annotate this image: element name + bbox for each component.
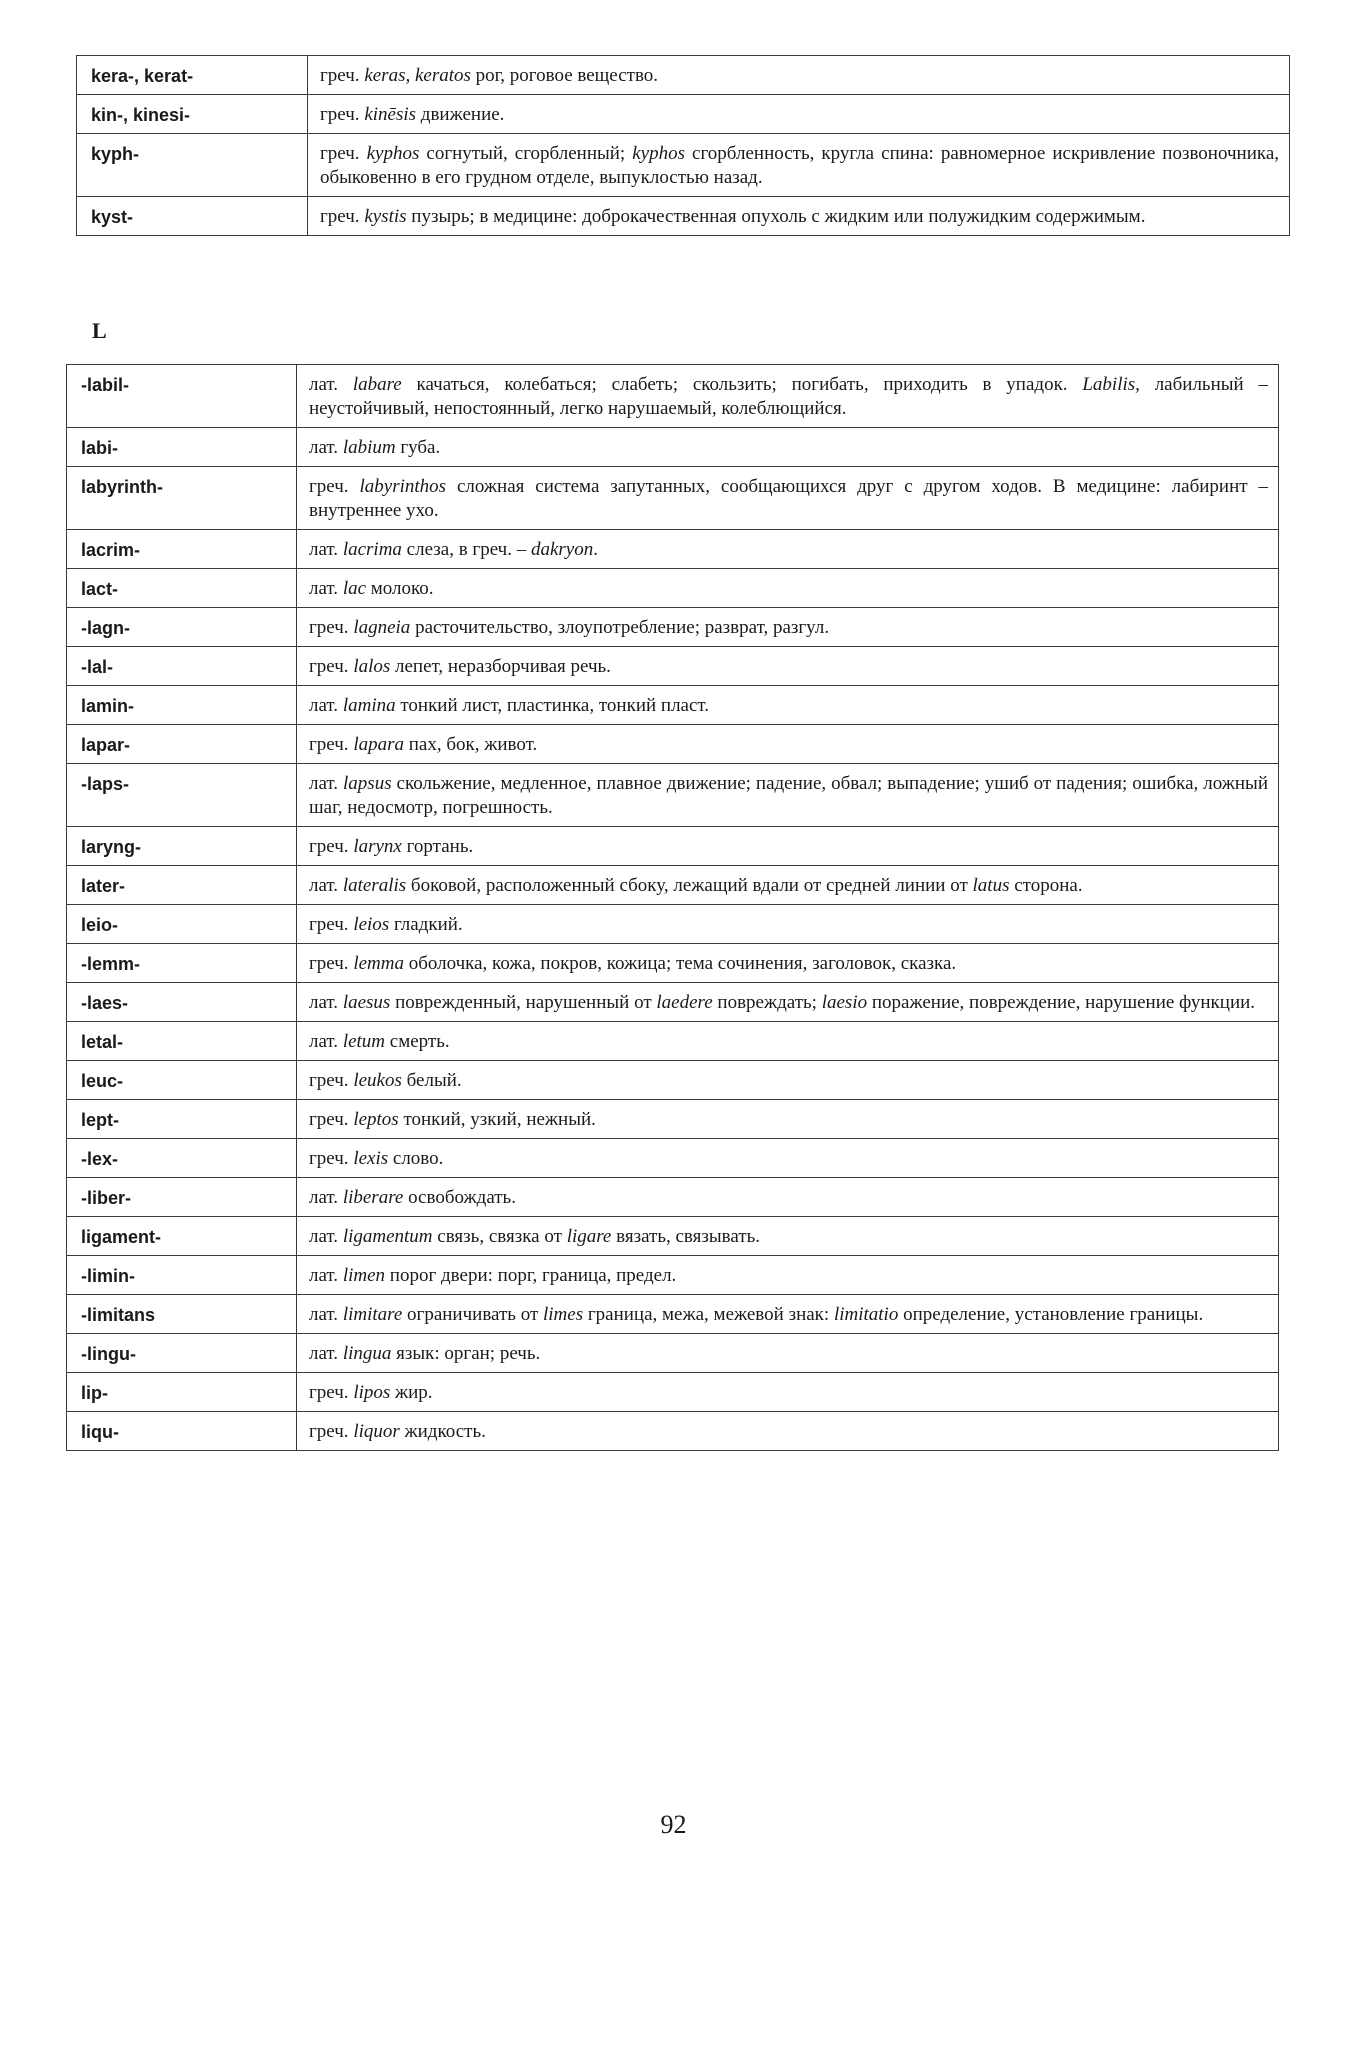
definition-text: лат. — [309, 578, 343, 599]
definition-text: сторона. — [1009, 875, 1083, 896]
source-word: lipos — [353, 1382, 391, 1403]
definition-text: губа. — [395, 437, 441, 458]
definition-text: тонкий, узкий, нежный. — [398, 1109, 596, 1130]
table-row — [67, 1295, 1279, 1334]
table-row — [77, 197, 1290, 236]
table-row — [67, 428, 1279, 467]
source-word: lateralis — [342, 875, 407, 896]
term-cell: -lingu- — [67, 1334, 297, 1373]
definition-cell — [297, 764, 1279, 827]
definition-cell — [297, 725, 1279, 764]
definition-text: лат. — [309, 1226, 343, 1247]
definition-text: скольжение, медленное, плавное движение; падение, обвал; выпадение; ушиб от падения; ошибка, ложный шаг, недосмотр, погрешность. — [309, 773, 1268, 818]
definition-text: смерть. — [385, 1031, 450, 1052]
definition-text: лат. — [309, 875, 343, 896]
source-word: leios — [353, 914, 390, 935]
table-body-l — [67, 365, 1279, 1451]
definition-text: пах, бок, живот. — [404, 734, 538, 755]
source-word: laedere — [656, 992, 713, 1013]
definition-text: . — [593, 539, 598, 560]
source-word: labium — [342, 437, 396, 458]
source-word: keras, keratos — [364, 65, 471, 86]
table-row — [67, 725, 1279, 764]
term-cell: lamin- — [67, 686, 297, 725]
term-cell: -laes- — [67, 983, 297, 1022]
dictionary-table-l — [66, 364, 1279, 1451]
definition-text: жидкость. — [399, 1421, 486, 1442]
source-word: lalos — [353, 656, 391, 677]
table-row — [67, 827, 1279, 866]
definition-text: слово. — [388, 1148, 444, 1169]
table-row — [67, 905, 1279, 944]
definition-text: движение. — [416, 104, 505, 125]
definition-cell — [297, 467, 1279, 530]
source-word: laesus — [342, 992, 391, 1013]
term-cell: liqu- — [67, 1412, 297, 1451]
source-word: leukos — [353, 1070, 402, 1091]
source-word: lac — [342, 578, 367, 599]
term-cell: lapar- — [67, 725, 297, 764]
term-cell: -lemm- — [67, 944, 297, 983]
definition-cell — [297, 905, 1279, 944]
term-cell: -limin- — [67, 1256, 297, 1295]
definition-text: лат. — [309, 1187, 343, 1208]
definition-cell — [297, 1178, 1279, 1217]
table-row — [77, 134, 1290, 197]
definition-text: оболочка, кожа, покров, кожица; тема сочинения, заголовок, сказка. — [403, 953, 957, 974]
term-cell: labyrinth- — [67, 467, 297, 530]
table-row — [67, 1178, 1279, 1217]
definition-text: лепет, неразборчивая речь. — [390, 656, 611, 677]
definition-cell — [297, 365, 1279, 428]
definition-text: освобождать. — [403, 1187, 516, 1208]
source-word: liberare — [342, 1187, 404, 1208]
definition-cell — [297, 428, 1279, 467]
definition-cell — [297, 1373, 1279, 1412]
term-cell: ligament- — [67, 1217, 297, 1256]
definition-text: греч. — [320, 65, 365, 86]
definition-cell — [297, 1295, 1279, 1334]
table-row — [67, 1412, 1279, 1451]
definition-cell — [297, 1256, 1279, 1295]
term-cell: kera-, kerat- — [77, 56, 308, 95]
source-word: laesio — [821, 992, 868, 1013]
source-word: Labilis, — [1082, 374, 1140, 395]
definition-text: согнутый, сгорбленный; — [419, 143, 633, 164]
source-word: ligare — [566, 1226, 612, 1247]
definition-cell — [297, 1412, 1279, 1451]
term-cell: -labil- — [67, 365, 297, 428]
definition-text: лат. — [309, 1265, 343, 1286]
source-word: lexis — [353, 1148, 389, 1169]
definition-cell — [297, 686, 1279, 725]
definition-text: тонкий лист, пластинка, тонкий пласт. — [395, 695, 710, 716]
definition-text: жир. — [390, 1382, 433, 1403]
definition-text: пузырь; в медицине: доброкачественная опухоль с жидким или полужидким содержимым. — [406, 206, 1146, 227]
table-body-k — [77, 56, 1290, 236]
source-word: limes — [543, 1304, 584, 1325]
definition-text: лабильный – неустойчивый, непостоянный, легко нарушаемый, колеблющийся. — [309, 374, 1268, 419]
definition-text: греч. — [309, 1109, 354, 1130]
source-word: letum — [342, 1031, 386, 1052]
source-word: lacrima — [342, 539, 402, 560]
source-word: liquor — [353, 1421, 400, 1442]
table-row — [67, 944, 1279, 983]
term-cell: lept- — [67, 1100, 297, 1139]
source-word: lapara — [353, 734, 404, 755]
definition-text: белый. — [401, 1070, 462, 1091]
table-row — [67, 365, 1279, 428]
table-row — [67, 647, 1279, 686]
table-row — [67, 1139, 1279, 1178]
table-row — [67, 1100, 1279, 1139]
definition-text: лат. — [309, 992, 343, 1013]
definition-cell — [297, 1139, 1279, 1178]
definition-text: язык: орган; речь. — [391, 1343, 541, 1364]
definition-text: греч. — [309, 656, 354, 677]
source-word: labare — [352, 374, 402, 395]
definition-text: греч. — [309, 617, 354, 638]
definition-text: греч. — [309, 953, 354, 974]
definition-text: боковой, расположенный сбоку, лежащий вдали от средней линии от — [406, 875, 973, 896]
definition-cell — [308, 95, 1290, 134]
definition-cell — [297, 1334, 1279, 1373]
table-row — [67, 530, 1279, 569]
table-row — [67, 866, 1279, 905]
source-word: lingua — [342, 1343, 392, 1364]
definition-cell — [297, 827, 1279, 866]
definition-text: качаться, колебаться; слабеть; скользить; погибать, приходить в упадок. — [401, 374, 1083, 395]
table-row — [67, 1022, 1279, 1061]
term-cell: later- — [67, 866, 297, 905]
source-word: lapsus — [343, 773, 392, 794]
definition-text: греч. — [320, 143, 367, 164]
table-row — [67, 569, 1279, 608]
source-word: limitatio — [833, 1304, 899, 1325]
definition-text: лат. — [309, 1031, 343, 1052]
definition-cell — [297, 866, 1279, 905]
term-cell: leuc- — [67, 1061, 297, 1100]
definition-text: молоко. — [366, 578, 434, 599]
definition-text: лат. — [309, 539, 343, 560]
term-cell: -lagn- — [67, 608, 297, 647]
definition-cell — [297, 647, 1279, 686]
source-word: limen — [342, 1265, 386, 1286]
table-row — [67, 983, 1279, 1022]
definition-text: поврежденный, нарушенный от — [390, 992, 657, 1013]
source-word: kystis — [364, 206, 407, 227]
term-cell: laryng- — [67, 827, 297, 866]
definition-cell — [297, 569, 1279, 608]
definition-cell — [297, 983, 1279, 1022]
source-word: labyrinthos — [359, 476, 447, 497]
table-row — [67, 1061, 1279, 1100]
definition-cell — [297, 944, 1279, 983]
term-cell: labi- — [67, 428, 297, 467]
term-cell: -lex- — [67, 1139, 297, 1178]
source-word: latus — [972, 875, 1010, 896]
source-word: lamina — [342, 695, 396, 716]
table-row — [67, 686, 1279, 725]
table-row — [67, 1373, 1279, 1412]
term-cell: lacrim- — [67, 530, 297, 569]
definition-text: повреждать; — [712, 992, 822, 1013]
table-row — [67, 608, 1279, 647]
definition-text: слеза, в греч. – — [401, 539, 531, 560]
term-cell: -lal- — [67, 647, 297, 686]
definition-text: греч. — [320, 206, 365, 227]
definition-text: поражение, повреждение, нарушение функции. — [867, 992, 1256, 1013]
term-cell: kyst- — [77, 197, 308, 236]
definition-cell — [297, 1022, 1279, 1061]
table-row — [67, 764, 1279, 827]
definition-cell — [308, 56, 1290, 95]
dictionary-table-k — [76, 55, 1290, 236]
definition-text: сгорбленность, кругла спина: равномерное искривление позвоночника, обыковенно в его грудном отделе, выпуклостью назад. — [320, 143, 1280, 188]
definition-text: граница, межа, межевой знак: — [583, 1304, 834, 1325]
definition-text: лат. — [309, 773, 344, 794]
section-letter: L — [92, 318, 107, 343]
definition-cell — [297, 530, 1279, 569]
term-cell: leio- — [67, 905, 297, 944]
definition-text: гладкий. — [389, 914, 463, 935]
source-word: leptos — [353, 1109, 399, 1130]
definition-text: греч. — [309, 476, 360, 497]
term-cell: lip- — [67, 1373, 297, 1412]
definition-text: греч. — [309, 1070, 354, 1091]
page-number: 92 — [660, 1810, 687, 1839]
definition-text: греч. — [320, 104, 365, 125]
term-cell: kin-, kinesi- — [77, 95, 308, 134]
definition-text: лат. — [309, 1304, 343, 1325]
definition-text: греч. — [309, 836, 354, 857]
definition-cell — [297, 1100, 1279, 1139]
term-cell: -liber- — [67, 1178, 297, 1217]
definition-text: греч. — [309, 734, 354, 755]
source-word: kinēsis — [364, 104, 417, 125]
table-row — [67, 1334, 1279, 1373]
definition-text: связь, связка от — [432, 1226, 567, 1247]
definition-text: лат. — [309, 374, 353, 395]
source-word: limitare — [342, 1304, 403, 1325]
definition-cell — [308, 134, 1290, 197]
table-row — [67, 467, 1279, 530]
term-cell: -laps- — [67, 764, 297, 827]
definition-text: сложная система запутанных, сообщающихся друг с другом ходов. В медицине: лабиринт – внутреннее ухо. — [309, 476, 1268, 521]
definition-text: гортань. — [401, 836, 474, 857]
definition-cell — [297, 1217, 1279, 1256]
source-word: larynx — [353, 836, 402, 857]
definition-cell — [297, 608, 1279, 647]
source-word: lemma — [353, 953, 404, 974]
table-row — [77, 95, 1290, 134]
definition-text: ограничивать от — [402, 1304, 543, 1325]
definition-cell — [308, 197, 1290, 236]
source-word: ligamentum — [342, 1226, 433, 1247]
definition-text: лат. — [309, 695, 343, 716]
definition-text: греч. — [309, 1148, 354, 1169]
term-cell: letal- — [67, 1022, 297, 1061]
definition-text: лат. — [309, 437, 343, 458]
term-cell: -limitans — [67, 1295, 297, 1334]
definition-text: лат. — [309, 1343, 343, 1364]
definition-text: греч. — [309, 914, 354, 935]
definition-text: определение, установление границы. — [898, 1304, 1204, 1325]
definition-text: порог двери: порг, граница, предел. — [385, 1265, 677, 1286]
source-word: lagneia — [353, 617, 411, 638]
table-row — [67, 1256, 1279, 1295]
source-word: dakryon — [530, 539, 594, 560]
definition-text: греч. — [309, 1421, 354, 1442]
term-cell: kyph- — [77, 134, 308, 197]
definition-text: греч. — [309, 1382, 354, 1403]
definition-text: рог, роговое вещество. — [470, 65, 659, 86]
source-word: kyphos — [366, 143, 420, 164]
term-cell: lact- — [67, 569, 297, 608]
definition-cell — [297, 1061, 1279, 1100]
definition-text: расточительство, злоупотребление; разврат, разгул. — [410, 617, 830, 638]
definition-text: вязать, связывать. — [611, 1226, 761, 1247]
table-row — [67, 1217, 1279, 1256]
table-row — [77, 56, 1290, 95]
source-word: kyphos — [632, 143, 686, 164]
